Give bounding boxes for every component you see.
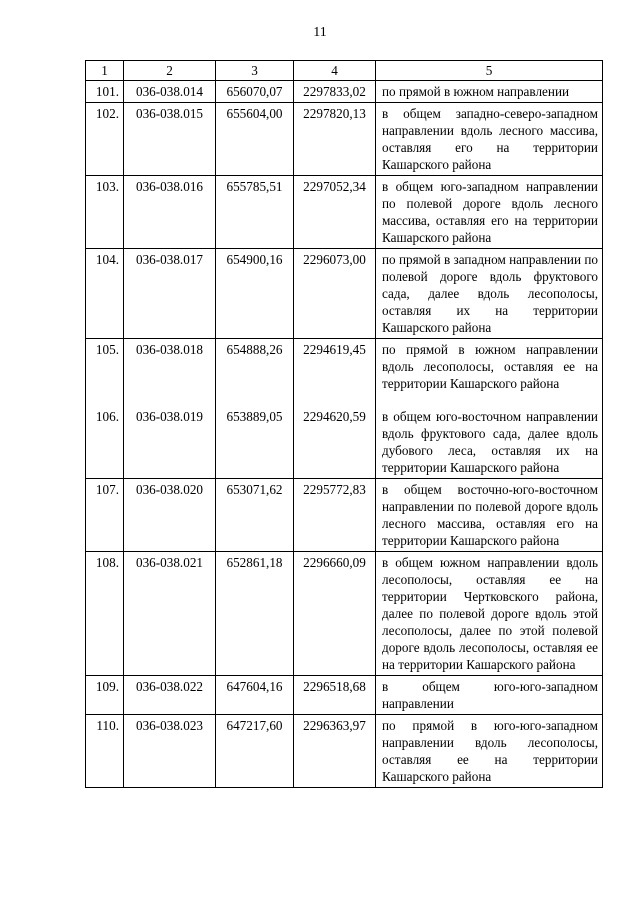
table-row — [86, 81, 603, 103]
y-coordinate: 2296363,97 — [294, 715, 376, 788]
point-code: 036-038.019 — [124, 394, 216, 479]
point-code: 036-038.018 — [124, 339, 216, 395]
x-coordinate: 653071,62 — [216, 479, 294, 552]
row-number: 107. — [86, 479, 124, 552]
boundary-description: в общем юго-западном направлении по полевой дороге вдоль лесного массива, оставляя его на территории Кашарского района — [376, 176, 603, 249]
point-code: 036-038.014 — [124, 81, 216, 103]
row-number: 102. — [86, 103, 124, 176]
table-row — [86, 176, 603, 249]
point-code: 036-038.017 — [124, 249, 216, 339]
column-header: 1 — [86, 61, 124, 81]
x-coordinate: 647604,16 — [216, 676, 294, 715]
column-header: 4 — [294, 61, 376, 81]
table-row — [86, 479, 603, 552]
boundary-description: в общем южном направлении вдоль лесополосы, оставляя ее на территории Чертковского района, далее по полевой дороге вдоль этой лесополосы, далее по этой полевой дороге вдоль лесополосы, оставляя ее на территории Кашарского района — [376, 552, 603, 676]
y-coordinate: 2294619,45 — [294, 339, 376, 395]
row-number: 103. — [86, 176, 124, 249]
row-number: 101. — [86, 81, 124, 103]
y-coordinate: 2295772,83 — [294, 479, 376, 552]
table-row — [86, 676, 603, 715]
boundary-description: в общем юго-восточном направлении вдоль фруктового сада, далее вдоль дубового леса, оставляя их на территории Кашарского района — [376, 394, 603, 479]
table-row — [86, 715, 603, 788]
table-row — [86, 552, 603, 676]
boundary-points-table — [85, 60, 603, 788]
x-coordinate: 654888,26 — [216, 339, 294, 395]
row-number: 106. — [86, 394, 124, 479]
point-code: 036-038.015 — [124, 103, 216, 176]
table-row — [86, 339, 603, 395]
point-code: 036-038.023 — [124, 715, 216, 788]
table-header-row — [86, 61, 603, 81]
boundary-description: по прямой в южном направлении вдоль лесополосы, оставляя ее на территории Кашарского района — [376, 339, 603, 395]
boundary-description: по прямой в южном направлении — [376, 81, 603, 103]
x-coordinate: 653889,05 — [216, 394, 294, 479]
boundary-description: по прямой в западном направлении по полевой дороге вдоль фруктового сада, далее вдоль лесополосы, оставляя их на территории Кашарского района — [376, 249, 603, 339]
point-code: 036-038.020 — [124, 479, 216, 552]
table-row — [86, 249, 603, 339]
column-header: 2 — [124, 61, 216, 81]
point-code: 036-038.021 — [124, 552, 216, 676]
row-number: 110. — [86, 715, 124, 788]
y-coordinate: 2296073,00 — [294, 249, 376, 339]
boundary-description: в общем восточно-юго-восточном направлении по полевой дороге вдоль лесного массива, оставляя его на территории Кашарского района — [376, 479, 603, 552]
boundary-description: в общем западно-северо-западном направлении вдоль лесного массива, оставляя его на территории Кашарского района — [376, 103, 603, 176]
y-coordinate: 2297052,34 — [294, 176, 376, 249]
boundary-description: в общем юго-юго-западном направлении — [376, 676, 603, 715]
y-coordinate: 2297820,13 — [294, 103, 376, 176]
point-code: 036-038.022 — [124, 676, 216, 715]
row-number: 104. — [86, 249, 124, 339]
x-coordinate: 656070,07 — [216, 81, 294, 103]
table-row — [86, 103, 603, 176]
x-coordinate: 647217,60 — [216, 715, 294, 788]
x-coordinate: 654900,16 — [216, 249, 294, 339]
y-coordinate: 2296660,09 — [294, 552, 376, 676]
table-row — [86, 394, 603, 479]
column-header: 5 — [376, 61, 603, 81]
boundary-description: по прямой в юго-юго-западном направлении вдоль лесополосы, оставляя ее на территории Кашарского района — [376, 715, 603, 788]
row-number: 109. — [86, 676, 124, 715]
y-coordinate: 2294620,59 — [294, 394, 376, 479]
column-header: 3 — [216, 61, 294, 81]
y-coordinate: 2296518,68 — [294, 676, 376, 715]
x-coordinate: 655604,00 — [216, 103, 294, 176]
page-number: 11 — [313, 25, 327, 40]
row-number: 105. — [86, 339, 124, 395]
y-coordinate: 2297833,02 — [294, 81, 376, 103]
x-coordinate: 652861,18 — [216, 552, 294, 676]
row-number: 108. — [86, 552, 124, 676]
x-coordinate: 655785,51 — [216, 176, 294, 249]
point-code: 036-038.016 — [124, 176, 216, 249]
